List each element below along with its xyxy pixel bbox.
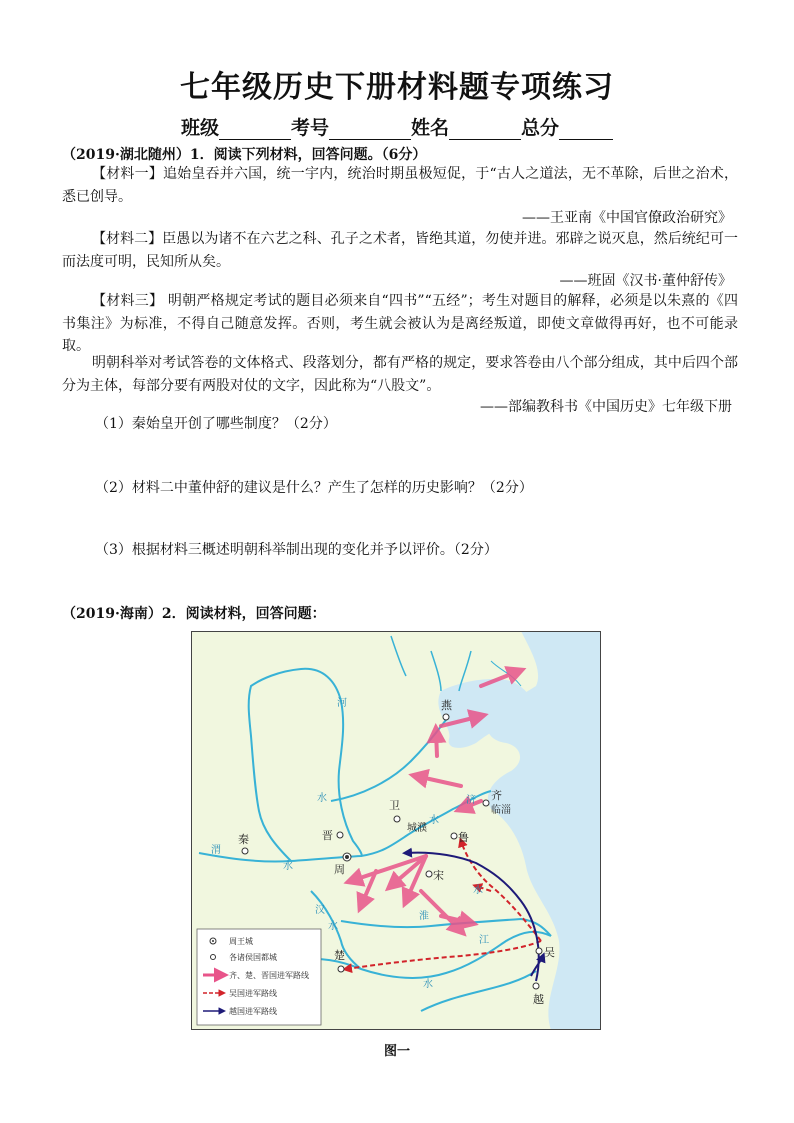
question-2-heading: （2019·海南）2．阅读材料，回答问题： [62, 606, 326, 622]
material-2-text: 臣愚以为诸不在六艺之科、孔子之术者，皆绝其道，勿使并进。邪辟之说灭息，然后统纪可一而法度可明，民知所从矣。 [62, 231, 739, 270]
label-qi: 齐 [491, 789, 502, 802]
name-label: 姓名 [411, 117, 450, 139]
name-blank[interactable] [449, 121, 521, 140]
jin-marker [337, 832, 343, 838]
material-1-label: 【材料一】 [92, 166, 163, 182]
label-yan: 燕 [441, 699, 452, 712]
label-linzi: 临淄 [491, 805, 511, 816]
wu-marker [536, 948, 542, 954]
label-lu: 鲁 [458, 831, 469, 844]
label-chengpu: 城濮 [407, 823, 427, 834]
number-blank[interactable] [329, 121, 411, 140]
question-1-heading: （2019·湖北随州）1．阅读下列材料，回答问题。（6分） [62, 147, 427, 163]
label-zhou: 周 [334, 863, 345, 876]
wei-marker [394, 816, 400, 822]
subquestion-3: （3）根据材料三概述明朝科举制出现的变化并予以评价。（2分） [95, 542, 498, 558]
material-1 [62, 163, 738, 208]
material-3-label: 【材料三】 [92, 293, 164, 309]
score-label: 总分 [521, 117, 560, 139]
material-2 [62, 228, 738, 273]
label-jin: 晋 [322, 829, 333, 842]
legend-capital: 周王城 [229, 937, 253, 946]
song-marker [426, 871, 432, 877]
material-3 [62, 290, 738, 358]
page-title: 七年级历史下册材料题专项练习 [180, 70, 614, 105]
material-1-text: 追始皇吞并六国，统一宇内，统治时期虽极短促，于“古人之道法，无不革除，后世之治术，悉已创导。 [62, 166, 739, 205]
label-wu: 吴 [544, 946, 555, 959]
chu-marker [338, 966, 344, 972]
label-song: 宋 [433, 869, 444, 882]
label-qin: 秦 [238, 833, 249, 846]
river-label-ji: 济 [466, 795, 476, 806]
material-3-text: 明朝严格规定考试的题目必须来自“四书”“五经”；考生对题目的解释，必须是以朱熹的《四书集注》为标准，不得自己随意发挥。否则，考生就会被认为是离经叛道，即使文章做得再好，也不可能录取。 [62, 293, 739, 354]
legend-route-qi-chu-jin: 齐、楚、晋国进军路线 [229, 971, 309, 980]
material-3-paragraph-2: 明朝科举对考试答卷的文体格式、段落划分，都有严格的规定，要求答卷由八个部分组成，其中后四个部分为主体，每部分要有两股对仗的文字，因此称为“八股文”。 [62, 355, 738, 394]
yue-marker [533, 983, 539, 989]
student-info-line [0, 113, 794, 140]
figure-caption: 图一 [383, 1044, 410, 1059]
legend-route-yue: 越国进军路线 [229, 1007, 277, 1016]
material-3-citation: ——部编教科书《中国历史》七年级下册 [480, 399, 732, 415]
subquestion-1: （1）秦始皇开创了哪些制度？（2分） [95, 416, 337, 432]
class-blank[interactable] [219, 121, 291, 140]
class-label: 班级 [180, 117, 219, 139]
legend-route-wu: 吴国进军路线 [229, 989, 277, 998]
map-legend [197, 929, 321, 1025]
label-wei: 卫 [389, 799, 400, 812]
linzi-marker [483, 800, 489, 806]
river-label-he: 河 [337, 698, 347, 709]
subquestion-2: （2）材料二中董仲舒的建议是什么？产生了怎样的历史影响？（2分） [95, 480, 533, 496]
material-2-label: 【材料二】 [92, 231, 163, 247]
river-label-shui-3: 水 [283, 861, 293, 872]
qin-marker [242, 848, 248, 854]
river-label-shui-6: 水 [423, 979, 433, 990]
material-2-citation: ——班固《汉书·董仲舒传》 [559, 273, 732, 289]
river-label-shui-1: 水 [317, 793, 327, 804]
score-blank[interactable] [559, 121, 613, 140]
river-label-wei: 渭 [211, 845, 221, 856]
label-chu: 楚 [334, 949, 345, 962]
river-label-huai: 淮 [419, 911, 429, 922]
lu-marker [451, 833, 457, 839]
number-label: 考号 [290, 117, 329, 139]
river-label-shui-5: 水 [328, 921, 338, 932]
label-yue: 越 [533, 993, 544, 1006]
river-label-shui-2: 水 [429, 815, 439, 826]
legend-state-capital: 各诸侯国都城 [229, 953, 277, 962]
yan-marker [443, 714, 449, 720]
river-label-jiang: 江 [479, 935, 489, 946]
historical-map [191, 631, 601, 1030]
material-1-citation: ——王亚南《中国官僚政治研究》 [522, 210, 732, 226]
river-label-han: 汉 [315, 905, 325, 916]
river-label-shui-4: 水 [473, 885, 483, 896]
